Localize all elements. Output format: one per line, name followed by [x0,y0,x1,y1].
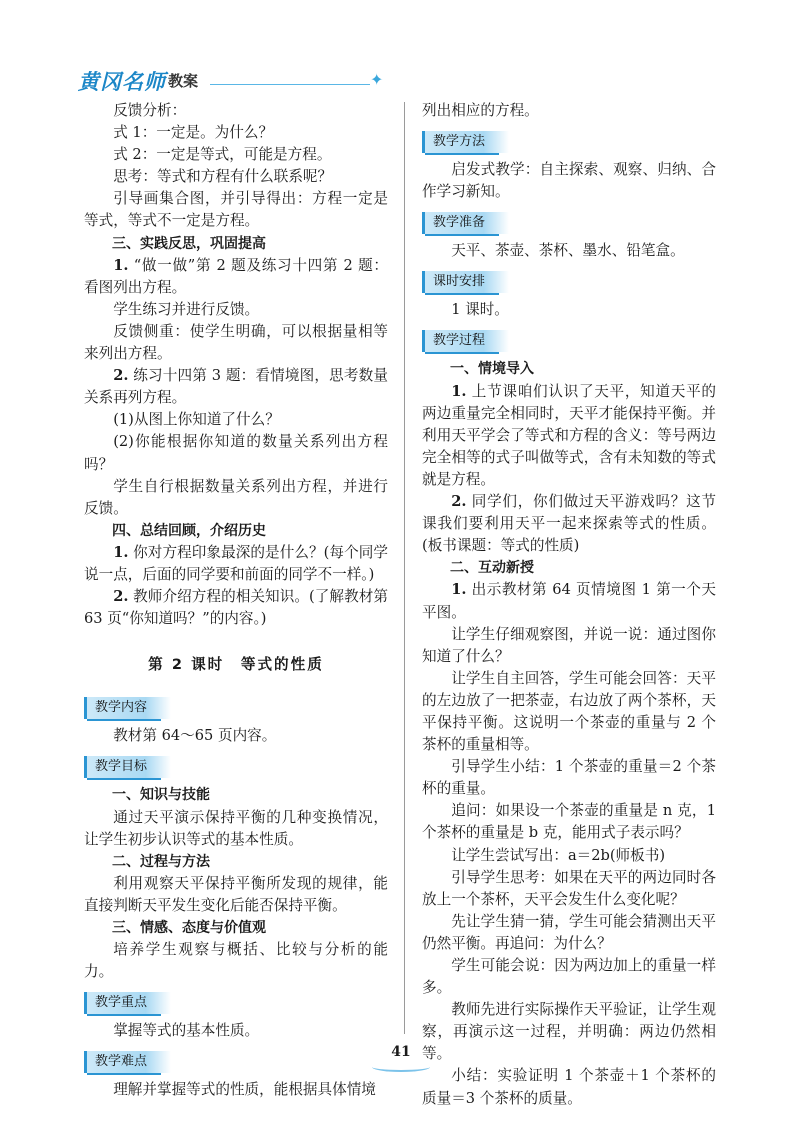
paragraph-text: 练习十四第 3 题：看情境图，思考数量关系再列方程。 [84,367,389,407]
section-tag-label: 课时安排 [422,271,509,293]
numbered-paragraph [422,491,716,557]
section-tag-label: 教学难点 [84,1051,171,1073]
paragraph: 式 1：一定是。为什么？ [113,124,274,142]
star-icon: ✦ [370,70,384,89]
section-heading: 一、知识与技能 [112,787,210,804]
paragraph: 引导学生小结：1 个茶壶的重量＝2 个茶杯的重量。 [422,758,716,798]
paragraph: 启发式教学：自主探索、观察、归纳、合作学习新知。 [422,161,716,201]
paragraph: 教师先进行实际操作天平验证，让学生观察，再演示这一过程，并明确：两边仍然相等。 [422,1001,716,1063]
brand-logo: 黄冈名师 [78,70,166,94]
section-heading: 三、实践反思，巩固提高 [112,235,266,252]
paragraph: 让学生尝试写出：a＝2b(师板书) [451,846,666,864]
paragraph: 思考：等式和方程有什么联系呢？ [113,168,333,186]
numbered-paragraph [422,579,716,623]
item-number: 2. [113,367,129,385]
numbered-paragraph [84,255,388,299]
section-tag-label: 教学内容 [84,697,171,719]
section-tag [422,270,716,294]
item-number: 1. [451,581,467,599]
section-tag-label: 教学方法 [422,131,509,153]
section-tag-label: 教学重点 [84,992,171,1014]
paragraph: 先让学生猜一猜，学生可能会猜测出天平仍然平衡。再追问：为什么？ [422,912,716,952]
section-tag [84,1050,388,1074]
paragraph: 1 课时。 [451,301,509,319]
item-number: 1. [113,256,129,274]
paragraph-text: 同学们，你们做过天平游戏吗？这节课我们要利用天平一起来探索等式的性质。(板书课题：等式的性质) [422,493,716,555]
paragraph-text: 教师介绍方程的相关知识。(了解教材第 63 页“你知道吗？”的内容。) [84,588,388,628]
paragraph-text: 出示教材第 64 页情境图 1 第一个天平图。 [422,581,716,621]
paragraph-text: “做一做”第 2 题及练习十四第 2 题：看图列出方程。 [84,256,388,296]
section-tag [422,130,716,154]
item-number: 2. [113,588,129,606]
brand-subtitle: 教案 [168,72,199,90]
section-tag [84,696,388,720]
paragraph: 学生可能会说：因为两边加上的重量一样多。 [422,957,716,997]
item-number: 2. [451,493,467,511]
paragraph: 式 2：一定是等式，可能是方程。 [113,146,332,164]
section-heading: 一、情境导入 [450,361,534,378]
section-heading: 二、过程与方法 [112,853,210,870]
paragraph: 掌握等式的基本性质。 [113,1022,260,1040]
section-tag-label: 教学目标 [84,756,171,778]
paragraph: 让学生仔细观察图，并说一说：通过图你知道了什么？ [422,625,716,665]
paragraph: 引导学生思考：如果在天平的两边同时各放上一个茶杯，天平会发生什么变化呢？ [422,868,716,908]
section-tag-label: 教学准备 [422,212,509,234]
paragraph: 通过天平演示保持平衡的几种变换情况，让学生初步认识等式的基本性质。 [84,808,388,848]
section-tag-label: 教学过程 [422,330,509,352]
section-tag [84,991,388,1015]
section-heading: 四、总结回顾，介绍历史 [112,522,266,539]
numbered-paragraph [422,381,716,491]
paragraph: (2)你能根据你知道的数量关系列出方程吗？ [84,433,388,473]
numbered-paragraph [84,365,388,409]
section-tag [84,755,388,779]
page-number-ornament [372,1062,430,1072]
left-column [84,100,388,1101]
paragraph: 教材第 64～65 页内容。 [113,727,277,745]
item-number: 1. [113,543,129,561]
paragraph: 理解并掌握等式的性质，能根据具体情境 [113,1081,376,1099]
section-heading: 二、互动新授 [450,560,534,577]
paragraph: 反馈分析： [113,102,187,119]
page-number: 41 [391,1044,411,1060]
column-divider [404,102,405,1034]
lesson-title: 第 2 课时 等式的性质 [148,656,324,674]
numbered-paragraph [84,542,388,586]
paragraph-text: 上节课咱们认识了天平，知道天平的两边重量完全相同时，天平才能保持平衡。并利用天平学会了等式和方程的含义：等号两边完全相等的式子叫做等式，含有未知数的等式就是方程。 [422,382,716,488]
page-header [78,66,384,100]
section-tag [422,329,716,353]
paragraph: 反馈侧重：使学生明确，可以根据量相等来列出方程。 [84,322,388,363]
section-tag [422,211,716,235]
item-number: 1. [451,382,467,400]
header-rule [210,84,370,85]
paragraph: 学生练习并进行反馈。 [113,300,260,318]
paragraph: 学生自行根据数量关系列出方程，并进行反馈。 [84,477,388,517]
right-column [422,100,716,1110]
paragraph-text: 你对方程印象最深的是什么？(每个同学说一点，后面的同学要和前面的同学不一样。) [84,543,388,583]
paragraph: 培养学生观察与概括、比较与分析的能力。 [84,941,388,981]
paragraph: 引导画集合图，并引导得出：方程一定是等式，等式不一定是方程。 [84,190,388,230]
paragraph: 天平、茶壶、茶杯、墨水、铅笔盒。 [451,242,685,260]
paragraph: 让学生自主回答，学生可能会回答：天平的左边放了一把茶壶，右边放了两个茶杯，天平保持平衡。这说明一个茶壶的重量与 2 个茶杯的重量相等。 [422,669,716,754]
numbered-paragraph [84,586,388,630]
section-heading: 三、情感、态度与价值观 [112,920,266,936]
paragraph: 追问：如果设一个茶壶的重量是 n 克，1 个茶杯的重量是 b 克，能用式子表示吗？ [422,802,716,842]
paragraph: 利用观察天平保持平衡所发现的规律，能直接判断天平发生变化后能否保持平衡。 [84,874,388,914]
paragraph: (1)从图上你知道了什么？ [113,411,280,429]
paragraph: 列出相应的方程。 [422,102,539,119]
paragraph: 小结：实验证明 1 个茶壶＋1 个茶杯的质量＝3 个茶杯的质量。 [422,1067,716,1107]
